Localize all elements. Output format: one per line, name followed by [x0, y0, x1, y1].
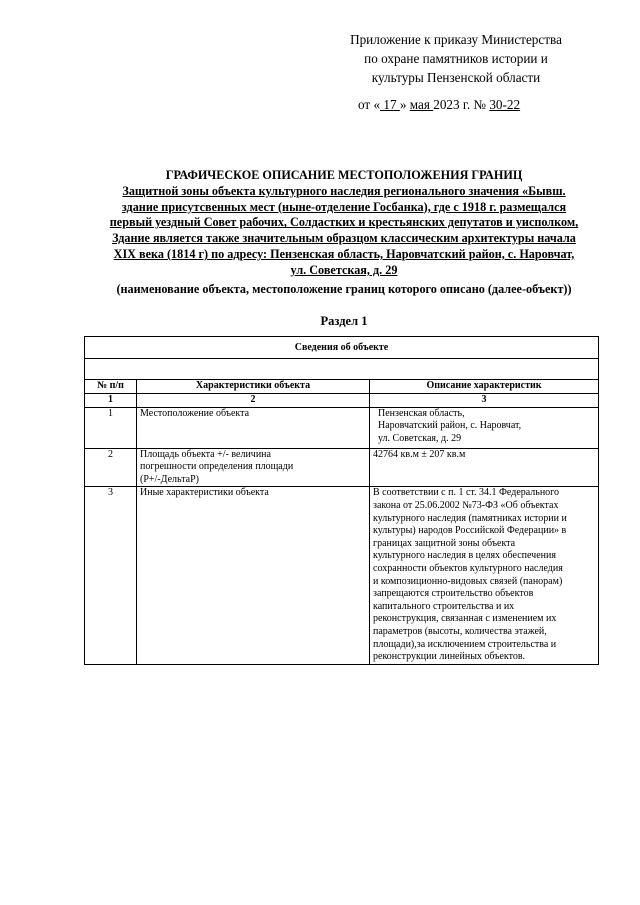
object-info-table: [84, 336, 599, 665]
title-line: ул. Советская, д. 29: [290, 262, 398, 277]
order-number: 30-22: [489, 97, 521, 112]
object-note: (наименование объекта, местоположение границ которого описано (далее-объект)): [116, 282, 572, 296]
title-line: Защитной зоны объекта культурного наследия регионального значения «Бывш.: [122, 183, 566, 198]
description-line: Наровчатский район, с. Наровчат,: [378, 420, 522, 432]
header-description: Описание характеристик: [370, 380, 599, 394]
appendix-line: по охране памятников истории и: [364, 51, 548, 66]
order-day: 17: [380, 97, 400, 112]
order-reference: [358, 97, 520, 113]
description-line: культурного наследия (памятниках истории и: [373, 512, 567, 524]
appendix-header: [330, 30, 582, 87]
table-spacer-row: [85, 359, 599, 380]
description-line: сохранности объектов культурного наследия: [373, 562, 563, 574]
description-line: ул. Советская, д. 29: [378, 432, 462, 444]
order-year: 2023 г. №: [433, 97, 490, 112]
description-line: капитального строительства и их: [373, 600, 515, 612]
row-num: 3: [85, 487, 137, 664]
description-line: реконструкция, связанная с изменением их: [373, 613, 557, 625]
description-line: площади),за исключением строительства и: [373, 638, 557, 650]
characteristic-line: Иные характеристики объекта: [140, 487, 269, 499]
appendix-line: Приложение к приказу Министерства: [350, 32, 562, 47]
order-prefix: от «: [358, 97, 381, 112]
colnum-3: 3: [370, 394, 599, 408]
table-caption-row: [85, 337, 599, 359]
row-num: 1: [85, 407, 137, 448]
row-num: 2: [85, 448, 137, 487]
header-num: № п/п: [85, 380, 137, 394]
table-row: [85, 487, 599, 664]
description-line: культурного наследия в целях обеспечения: [373, 550, 556, 562]
row-description: [370, 407, 599, 448]
description-line: границах защитной зоны объекта: [373, 537, 516, 549]
row-characteristic: [137, 448, 370, 487]
row-characteristic: [137, 407, 370, 448]
description-line: Пензенская область,: [378, 407, 465, 419]
description-line: культуры) народов Российской Федерации» в: [373, 525, 567, 537]
description-line: 42764 кв.м ± 207 кв.м: [373, 448, 466, 460]
description-line: В соответствии с п. 1 ст. 34.1 Федерального: [373, 487, 560, 499]
row-description: [370, 448, 599, 487]
row-characteristic: [137, 487, 370, 664]
document-title: [84, 168, 604, 279]
description-line: реконструкции линейных объектов.: [373, 651, 526, 663]
description-line: закона от 25.06.2002 №73-ФЗ «Об объектах: [373, 499, 559, 511]
table-colnum-row: [85, 394, 599, 408]
colnum-1: 1: [85, 394, 137, 408]
table-header-row: [85, 380, 599, 394]
table-row: [85, 448, 599, 487]
table-row: [85, 407, 599, 448]
appendix-line: культуры Пензенской области: [371, 70, 541, 85]
title-line: Здание является также значительным образцом классическим архитектуры начала: [112, 231, 576, 246]
order-mid: »: [399, 97, 410, 112]
header-characteristic: Характеристики объекта: [137, 380, 370, 394]
characteristic-line: Местоположение объекта: [140, 407, 250, 419]
title-line: первый уездный Совет рабочих, Солдастких и крестьянских депутатов и уисполком,: [109, 215, 579, 230]
description-line: параметров (высоты, количества этажей,: [373, 625, 547, 637]
table-spacer: [85, 359, 599, 380]
title-line: XIX века (1814 г) по адресу: Пензенская область, Наровчатский район, с. Наровчат,: [113, 246, 575, 261]
characteristic-line: погрешности определения площади: [140, 461, 294, 473]
title-heading: ГРАФИЧЕСКОЕ ОПИСАНИЕ МЕСТОПОЛОЖЕНИЯ ГРАНИЦ: [165, 168, 523, 182]
section-title: Раздел 1: [320, 314, 368, 328]
order-month: мая: [409, 97, 434, 112]
row-description: [370, 487, 599, 664]
title-line: здание присутсвенных мест (ныне-отделение Госбанка), где с 1918 г. размещался: [121, 199, 567, 214]
characteristic-line: Площадь объекта +/- величина: [140, 448, 271, 460]
colnum-2: 2: [137, 394, 370, 408]
description-line: запрещаются строительство объектов: [373, 588, 534, 600]
description-line: и композиционно-видовых связей (панорам): [373, 575, 563, 587]
characteristic-line: (Р+/-ДельтаР): [140, 473, 200, 485]
table-caption: Сведения об объекте: [85, 337, 599, 359]
